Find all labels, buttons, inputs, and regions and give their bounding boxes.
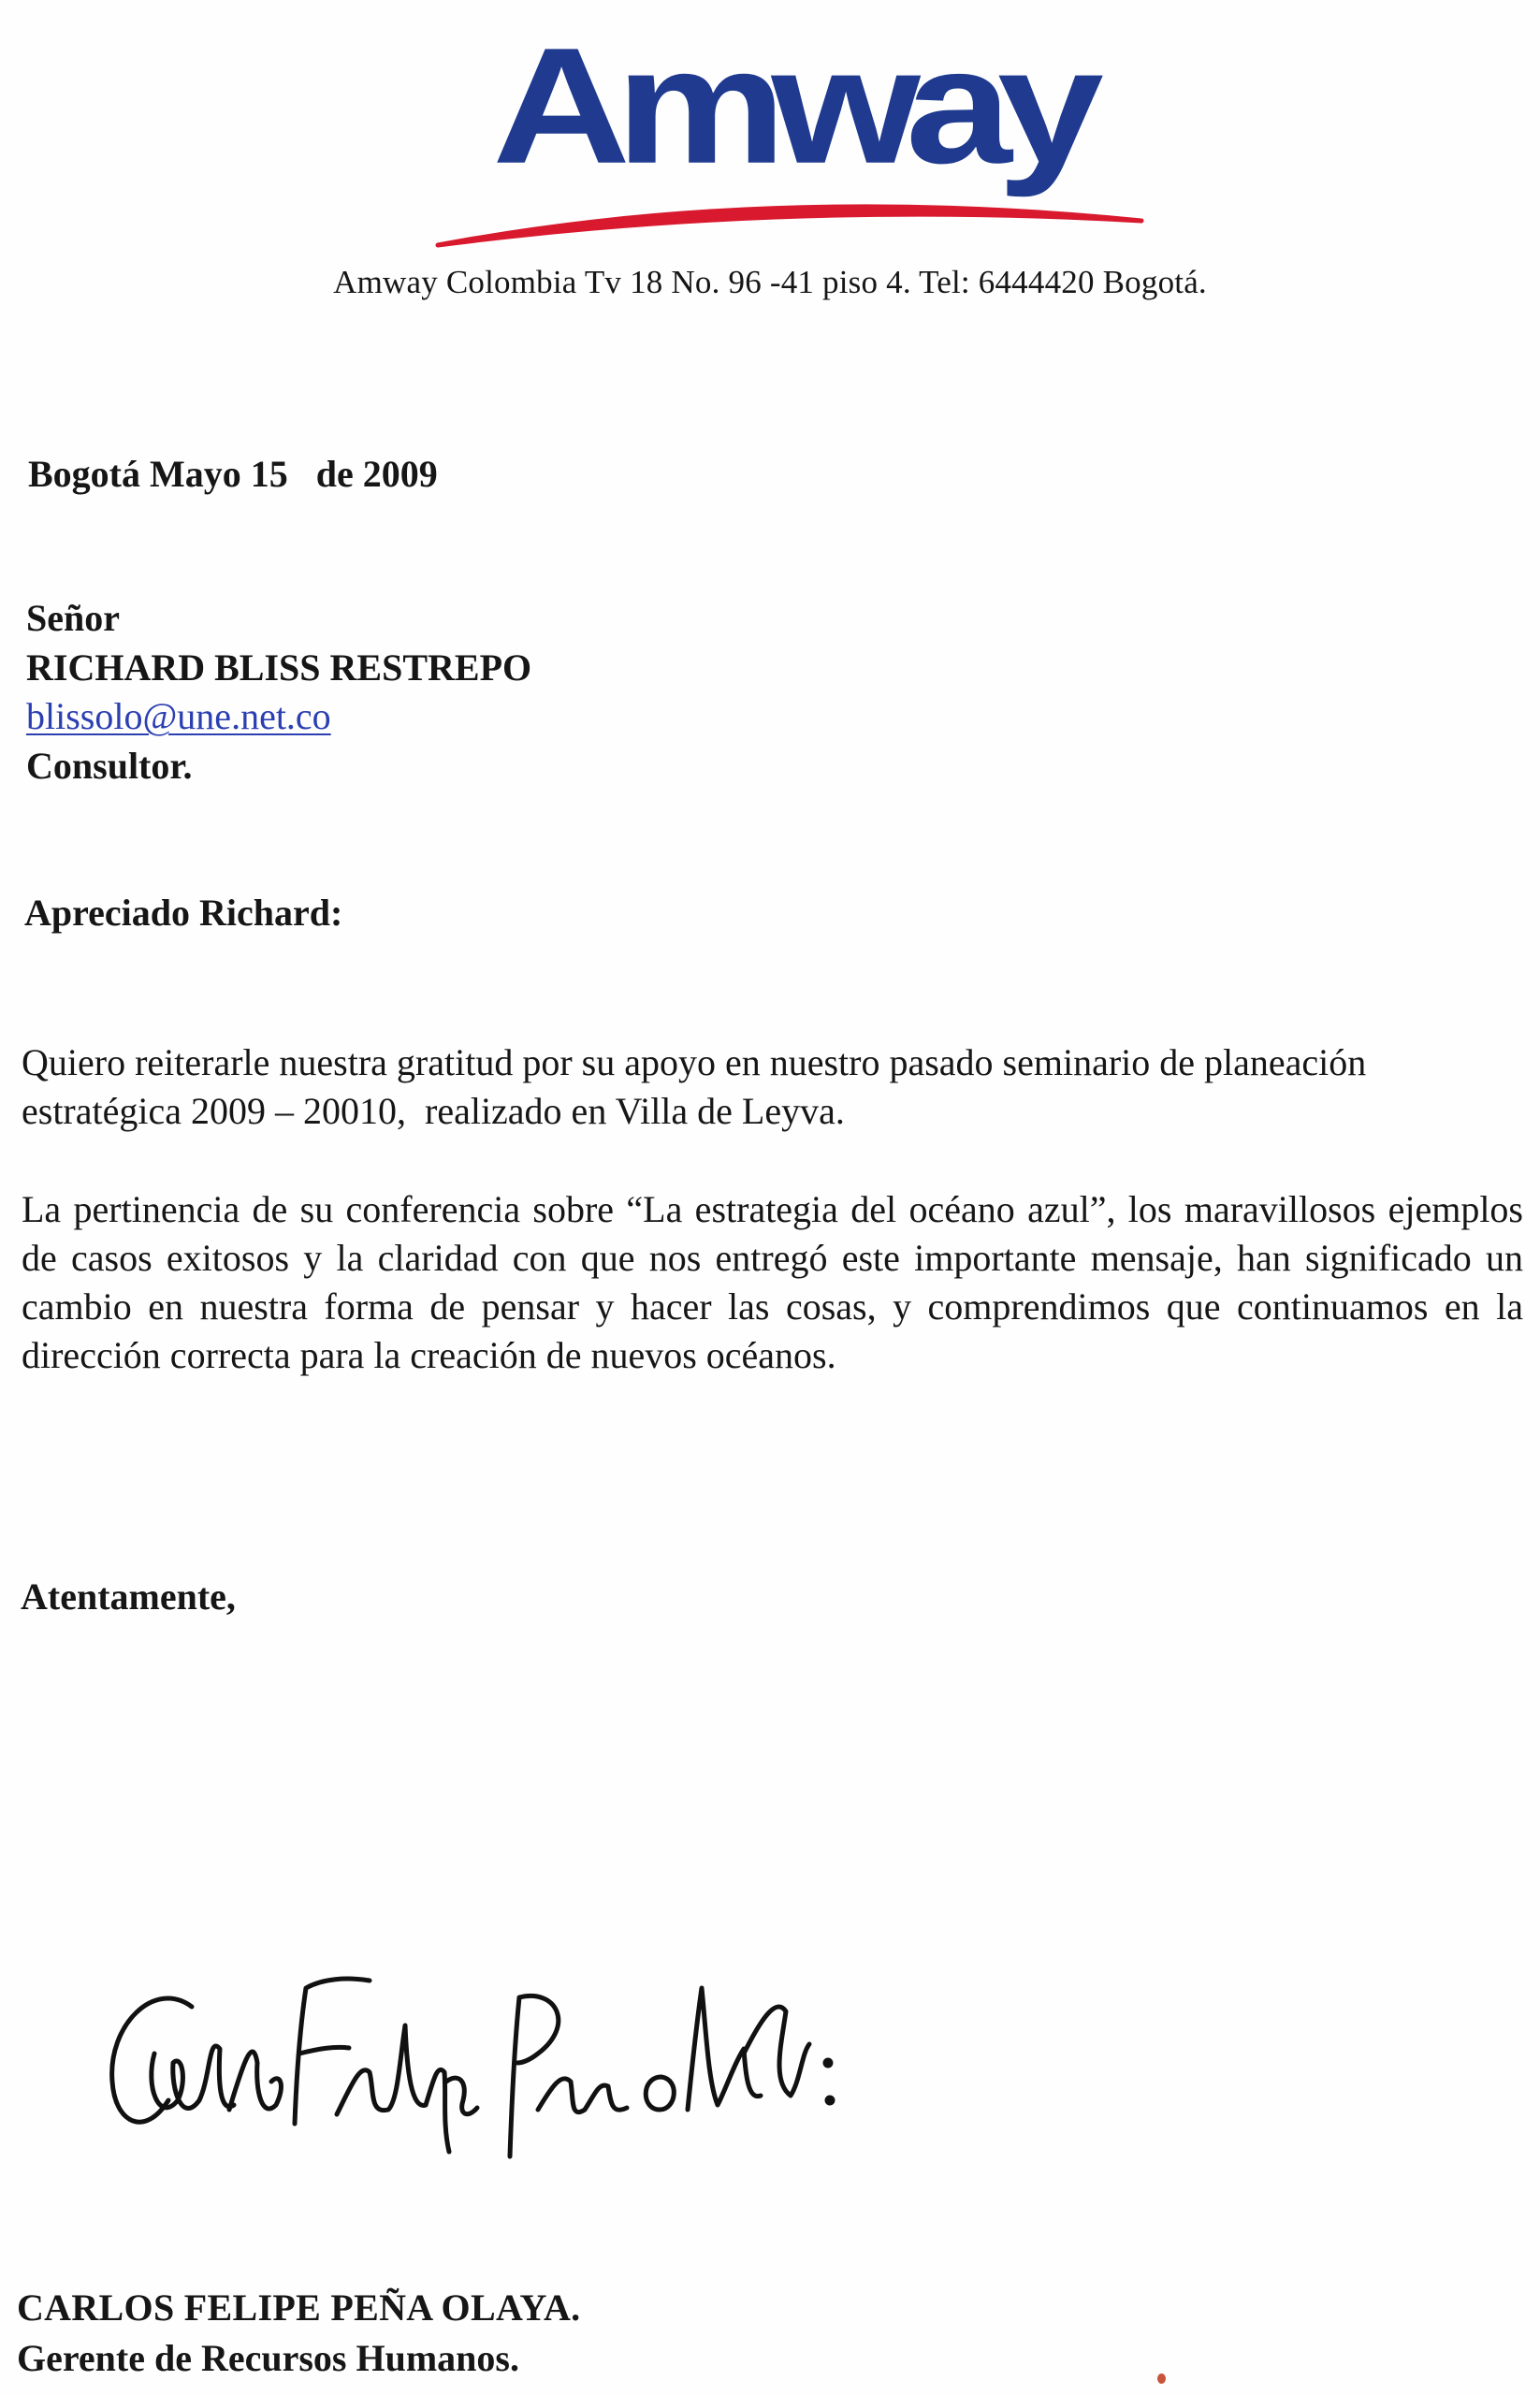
company-address: Amway Colombia Tv 18 No. 96 -41 piso 4. Tel: 6444420 Bogotá. xyxy=(333,264,1207,300)
body-paragraph-2: La pertinencia de su conferencia sobre “La estrategia del océano azul”, los maravillosos ejemplos de casos exitosos y la claridad con que nos entregó este importante mensaje, han significado un cambio en nuestra forma de pensar y hacer las cosas, y comprendimos que continuamos en la dirección correcta para la creación de nuevos océanos. xyxy=(22,1188,1523,1376)
signer-title: Gerente de Recursos Humanos. xyxy=(17,2337,519,2379)
recipient-role: Consultor. xyxy=(26,745,193,787)
signer-name: CARLOS FELIPE PEÑA OLAYA. xyxy=(17,2286,581,2329)
letter-greeting: Apreciado Richard: xyxy=(24,892,343,934)
handwritten-signature xyxy=(89,1923,856,2185)
recipient-title: Señor xyxy=(26,597,120,639)
recipient-email-link[interactable]: blissolo@une.net.co xyxy=(26,695,331,737)
letter-closing: Atentamente, xyxy=(21,1575,236,1618)
letter-date: Bogotá Mayo 15 de 2009 xyxy=(28,453,438,495)
amway-logo-text: Amway xyxy=(492,13,1089,198)
body-paragraph-1: Quiero reiterarle nuestra gratitud por su apoyo en nuestro pasado seminario de planeación estratégica 2009 – 20010, realizado en Villa de Leyva. xyxy=(22,1041,1376,1132)
logo-swoosh xyxy=(438,207,1141,245)
ink-spot xyxy=(1157,2373,1166,2384)
amway-logo xyxy=(430,0,1151,267)
recipient-name: RICHARD BLISS RESTREPO xyxy=(26,646,532,689)
